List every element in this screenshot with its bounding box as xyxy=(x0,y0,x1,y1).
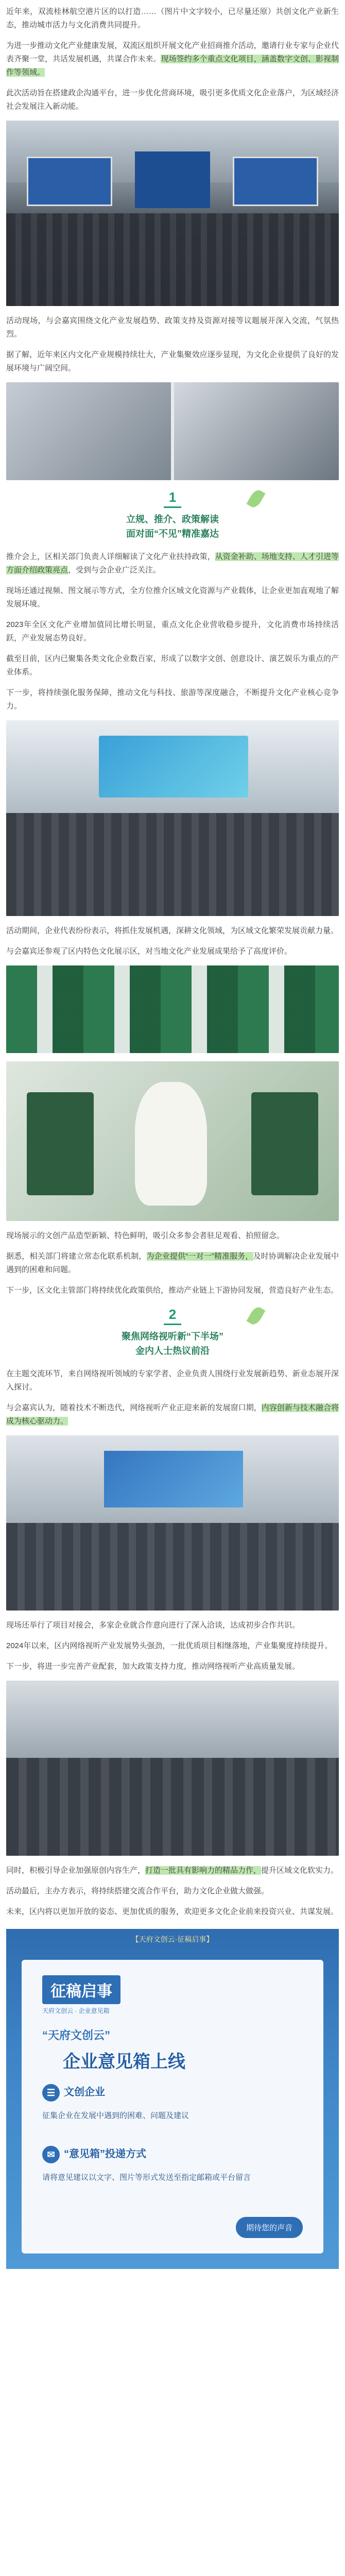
guests-photo xyxy=(6,382,339,480)
section-subheading: 金内人士热议前沿 xyxy=(135,1346,210,1356)
paragraph: 现场还通过视频、图文展示等方式，全方位推介区域文化资源与产业载体，让企业更加直观地了解发展环境。 xyxy=(6,586,339,608)
screen-left xyxy=(27,157,112,206)
paragraph: 下一步，将进一步完善产业配套，加大政策支持力度，推动网络视听产业高质量发展。 xyxy=(6,1662,300,1671)
paragraph: 下一步，区文化主管部门将持续优化政策供给，推动产业链上下游协同发展，营造良好产业生态。 xyxy=(6,1286,339,1295)
paragraph: 据了解，近年来区内文化产业规模持续壮大，产业集聚效应逐步显现，为文化企业提供了良好的发展环境与广阔空间。 xyxy=(6,350,339,372)
paragraph: 现场还举行了项目对接会，多家企业就合作意向进行了深入洽谈，达成初步合作共识。 xyxy=(6,1621,300,1630)
paragraph-text: 与会嘉宾认为，随着技术不断迭代，网络视听产业正迎来新的发展窗口期， xyxy=(6,1403,262,1412)
paragraph: 近年来，双流桂林航空港片区的以打造……（图片中文字较小，已尽量还原）共创文化产业新生态，推动城市活力与文化消费共同提升。 xyxy=(6,7,339,29)
paragraph: 现场展示的文创产品造型新颖、特色鲜明，吸引众多参会者驻足观看、拍照留念。 xyxy=(6,1231,285,1240)
paragraph: 活动期间，企业代表纷纷表示，将抓住发展机遇，深耕文化领域，为区域文化繁荣发展贡献力量。 xyxy=(6,926,339,935)
highlight-text: 现场签约多个重点文化项目，涵盖数字文创、影视制作等领域。 xyxy=(6,55,339,77)
paragraph-text: 及时协调解决企业发展中遇到的困难和问题。 xyxy=(6,1252,339,1274)
paragraph: 活动最后，主办方表示，将持续搭建交流合作平台，助力文化企业做大做强。 xyxy=(6,1887,269,1895)
section-title-2 xyxy=(6,1307,339,1358)
paragraph xyxy=(6,39,339,79)
recruit-poster xyxy=(6,1929,339,2269)
paragraph-text: 同时，积极引导企业加强原创内容生产， xyxy=(6,1866,146,1875)
photo-right xyxy=(174,382,339,480)
paragraph: 未来，区内将以更加开放的姿态、更加优质的服务，欢迎更多文化企业前来投资兴业、共谋发展。 xyxy=(6,1907,339,1916)
photo-left xyxy=(6,382,171,480)
panda-box-right xyxy=(251,1092,318,1195)
section-subheading: 面对面“不见”精准嘉达 xyxy=(126,529,219,539)
poster-item-label: 文创企业 xyxy=(64,2087,105,2098)
meeting-photo xyxy=(6,121,339,306)
product-photo-2 xyxy=(6,1061,339,1221)
paragraph-text: ，受到与会企业广泛关注。 xyxy=(68,566,161,574)
paragraph: 2024年以来，区内网络视听产业发展势头强劲，一批优质项目相继落地，产业集聚度持续提升。 xyxy=(6,1641,333,1650)
exchange-photo xyxy=(6,1681,339,1856)
paragraph: 下一步，将持续强化服务保障，推动文化与科技、旅游等深度融合，不断提升文化产业核心竞争力。 xyxy=(6,688,339,710)
stage-screen xyxy=(135,151,210,208)
screen-right xyxy=(233,157,318,206)
poster-item-label: “意见箱”投递方式 xyxy=(64,2148,146,2160)
figurine xyxy=(135,1082,207,1206)
poster-item-1 xyxy=(42,2083,105,2102)
paragraph xyxy=(6,1864,339,1877)
poster-title: “天府文创云” xyxy=(42,2029,111,2042)
section-heading: 立规、推介、政策解读 xyxy=(126,514,219,524)
paragraph xyxy=(6,1401,339,1428)
paragraph: 2023年全区文化产业增加值同比增长明显，重点文化企业营收稳步提升，文化消费市场持续活跃，产业发展态势良好。 xyxy=(6,620,339,642)
paragraph-text: 推介会上，区相关部门负责人详细解读了文化产业扶持政策， xyxy=(6,552,215,561)
product-photo-1 xyxy=(6,965,339,1053)
paragraph-text: 据悉，相关部门将建立常态化联系机制， xyxy=(6,1252,147,1261)
audience xyxy=(6,813,339,916)
audience xyxy=(6,1758,339,1856)
document-icon: ☰ xyxy=(42,2084,60,2102)
paragraph xyxy=(6,550,339,577)
section-number: 1 xyxy=(164,489,181,508)
poster-item-text: 征集企业在发展中遇到的困难、问题及建议 xyxy=(42,2111,189,2120)
paragraph: 与会嘉宾还参观了区内特色文化展示区，对当地文化产业发展成果给予了高度评价。 xyxy=(6,947,292,956)
paragraph-text: 为进一步推动文化产业健康发展，双流区组织开展文化产业招商推介活动，邀请行业专家与企业代表齐聚一堂，共话发展机遇，共谋合作未来。 xyxy=(6,41,339,63)
highlight-text: 从资金补助、场地支持、人才引进等方面介绍政策亮点 xyxy=(6,552,339,574)
highlight-text: 打造一批具有影响力的精品力作， xyxy=(145,1866,262,1875)
poster-tag: 征稿启事 xyxy=(42,1975,120,2004)
paragraph: 此次活动旨在搭建政企沟通平台，进一步优化营商环境，吸引更多优质文化企业落户，为区域经济社会发展注入新动能。 xyxy=(6,89,339,111)
poster-header: 【天府文创云·征稿启事】 xyxy=(131,1935,214,1943)
poster-main-title: 企业意见箱上线 xyxy=(63,2052,185,2072)
audience xyxy=(6,213,339,306)
section-heading: 聚焦网络视听新“下半场” xyxy=(122,1331,223,1342)
forum-photo xyxy=(6,720,339,916)
panel-photo xyxy=(6,1435,339,1611)
poster-item-text: 请将意见建议以文字、图片等形式发送至指定邮箱或平台留言 xyxy=(42,2173,251,2182)
panel-screen xyxy=(104,1451,243,1507)
paragraph: 截至目前，区内已聚集各类文化企业数百家，形成了以数字文创、创意设计、演艺娱乐为重点的产业体系。 xyxy=(6,654,339,676)
audience xyxy=(6,1523,339,1611)
poster-cta-button[interactable]: 期待您的声音 xyxy=(236,2217,303,2238)
paragraph: 在主题交流环节，来自网络视听领域的专家学者、企业负责人围绕行业发展新趋势、新业态展开深入探讨。 xyxy=(6,1369,339,1392)
paragraph-text: 提升区域文化软实力。 xyxy=(261,1866,339,1875)
product-shelf xyxy=(6,965,339,1053)
section-number: 2 xyxy=(164,1307,181,1325)
section-title-1 xyxy=(6,489,339,541)
forum-screen xyxy=(99,736,248,798)
mail-icon: ✉ xyxy=(42,2146,60,2163)
panda-box-left xyxy=(27,1092,94,1195)
paragraph: 活动现场，与会嘉宾围绕文化产业发展趋势、政策支持及资源对接等议题展开深入交流，气氛热烈。 xyxy=(6,316,339,338)
highlight-text: 内容创新与技术融合将成为核心驱动力。 xyxy=(6,1403,339,1426)
poster-item-2 xyxy=(42,2145,146,2163)
paragraph xyxy=(6,1250,339,1277)
highlight-text: 为企业提供“一对一”精准服务， xyxy=(146,1252,253,1261)
poster-subtitle: 天府文创云 · 企业意见箱 xyxy=(42,2007,110,2014)
